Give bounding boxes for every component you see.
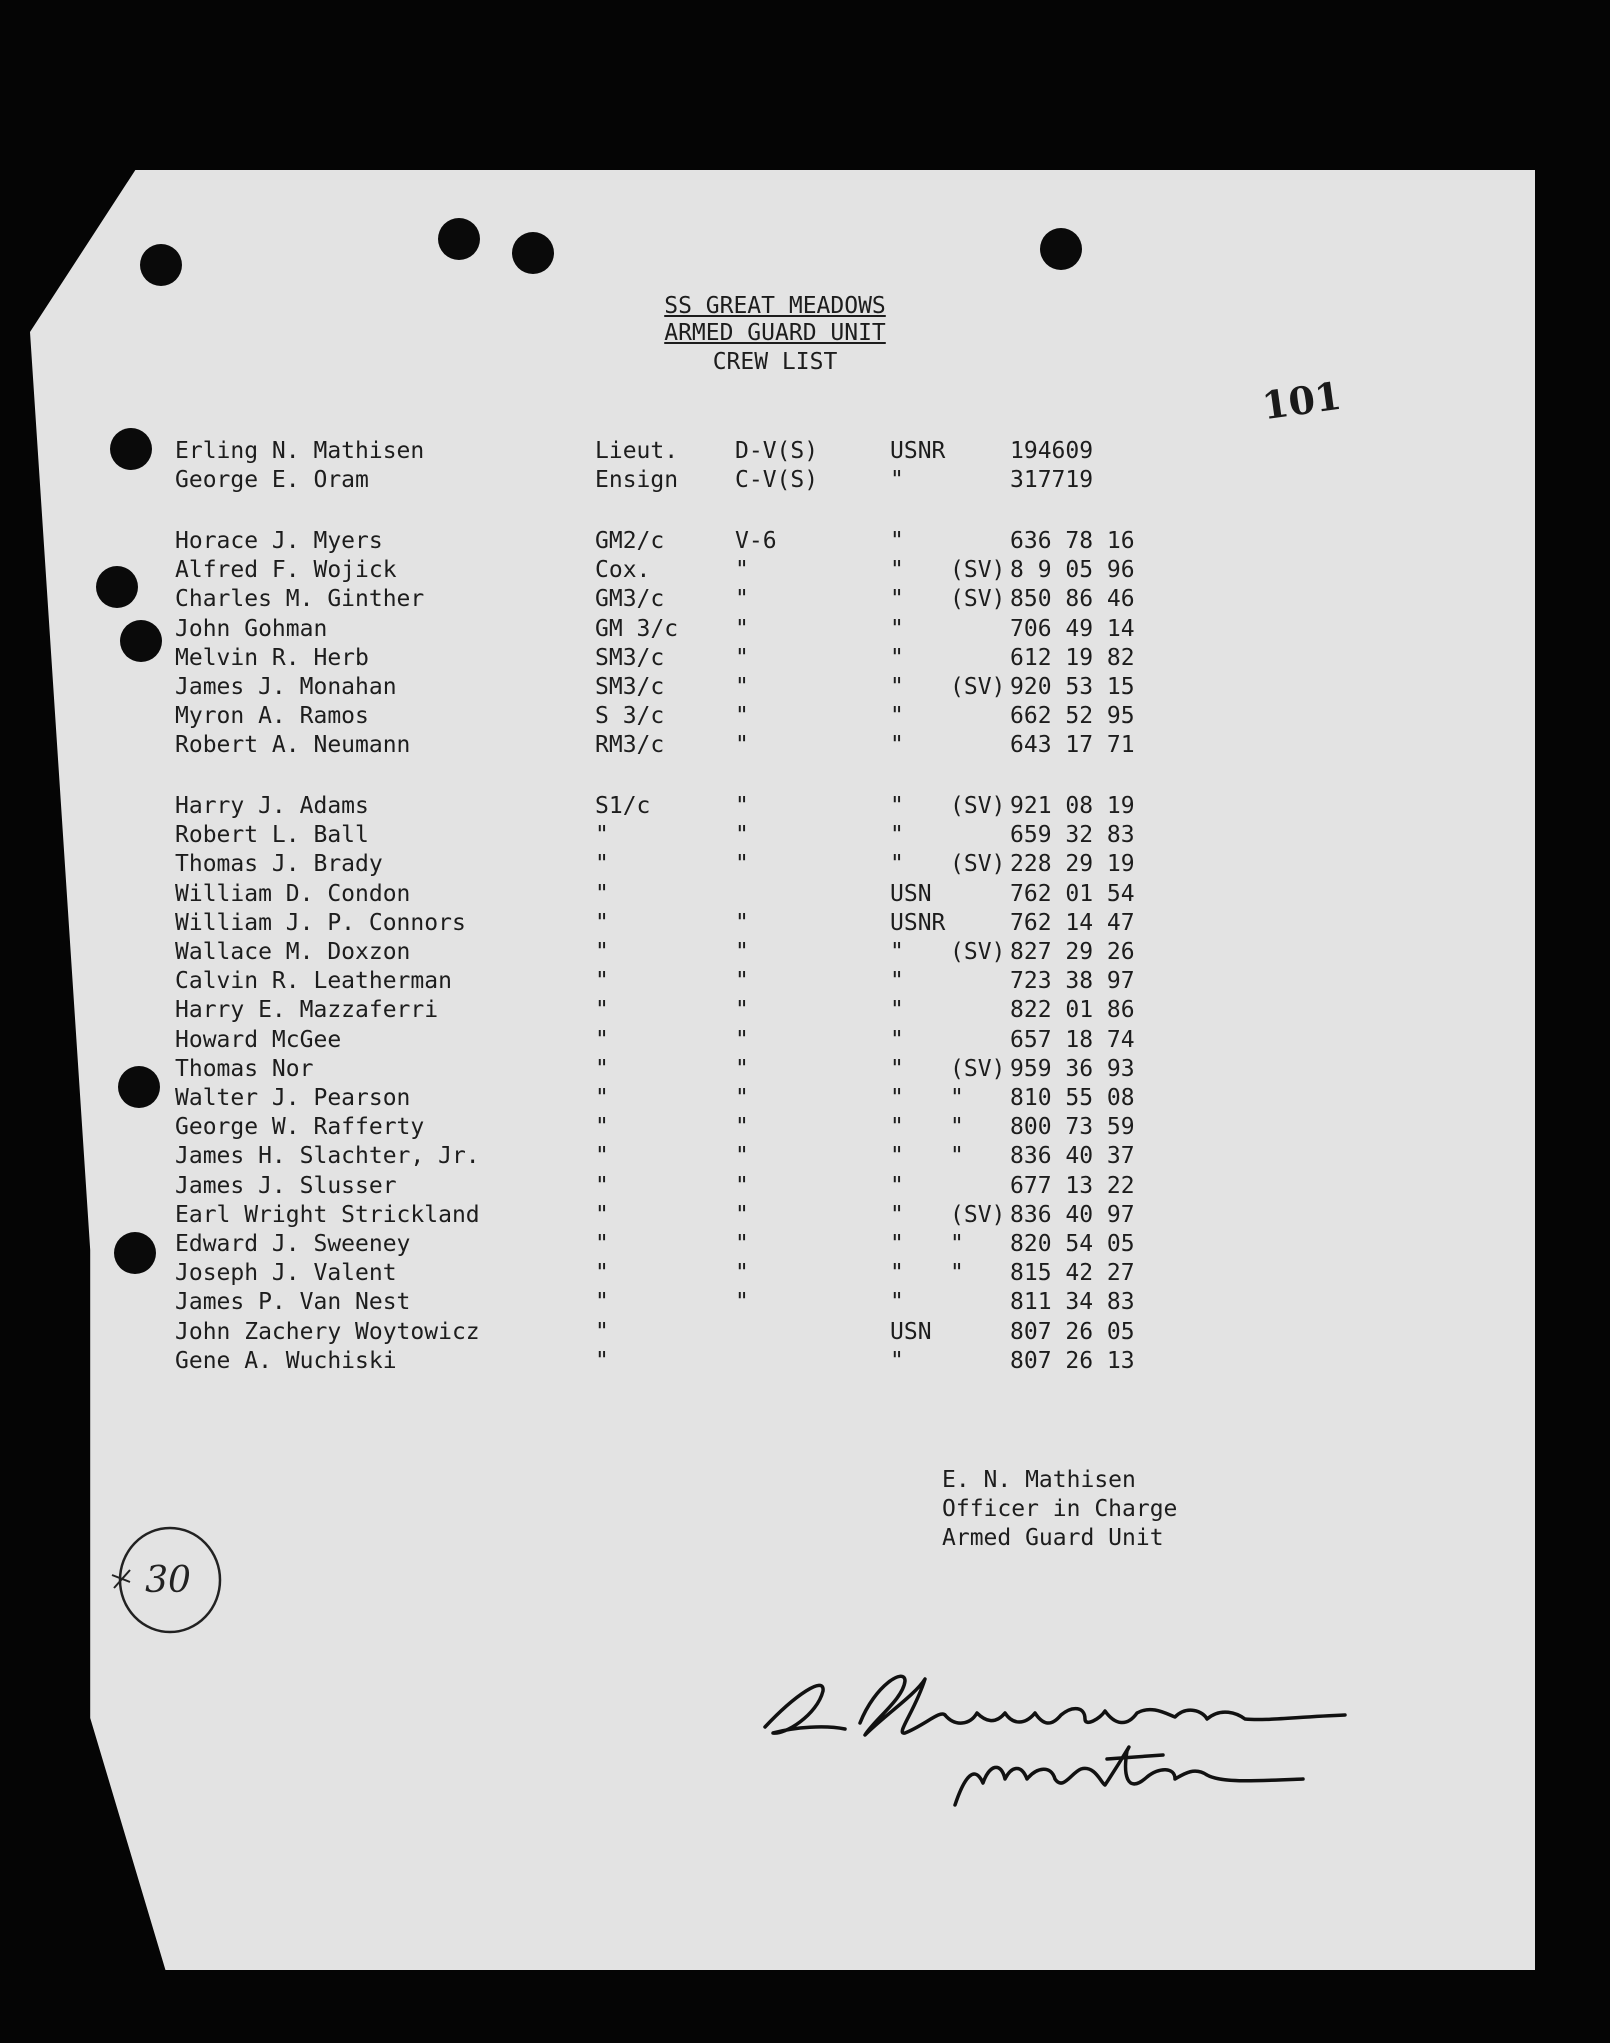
crew-rate: " (595, 1114, 609, 1141)
crew-rate: " (595, 997, 609, 1024)
crew-class: " (735, 1055, 749, 1082)
crew-name: Harry E. Mazzaferri (175, 997, 439, 1024)
crew-name: George E. Oram (175, 467, 369, 494)
crew-service-number: 762 14 47 (1010, 909, 1135, 936)
crew-name: Erling N. Mathisen (175, 438, 425, 464)
crew-row (0, 1027, 1610, 1056)
crew-row (0, 616, 1610, 645)
crew-name: Joseph J. Valent (175, 1260, 397, 1287)
crew-service-number: 810 55 08 (1010, 1085, 1135, 1111)
crew-service: " (890, 1289, 904, 1316)
crew-class: " (735, 1201, 749, 1228)
crew-sv: (SV) (950, 939, 1006, 965)
crew-service: " (890, 1347, 904, 1374)
crew-service-number: 643 17 71 (1010, 732, 1135, 759)
crew-service: " (890, 1143, 904, 1170)
crew-name: George W. Rafferty (175, 1114, 425, 1141)
crew-name: William D. Condon (175, 880, 411, 907)
crew-row (0, 528, 1610, 557)
crew-class: " (735, 586, 749, 613)
officer-title: Officer in Charge (942, 1496, 1178, 1522)
tally-count: 30 (145, 1560, 191, 1601)
crew-name: Myron A. Ramos (175, 703, 369, 730)
crew-name: Walter J. Pearson (175, 1085, 411, 1111)
page-number: 101 (1259, 372, 1345, 429)
crew-rate: RM3/c (595, 732, 665, 759)
crew-class: " (735, 615, 749, 642)
crew-row (0, 1173, 1610, 1202)
crew-row (0, 881, 1610, 910)
crew-service-number: 822 01 86 (1010, 997, 1135, 1024)
crew-rate: S 3/c (595, 703, 665, 730)
crew-service: " (890, 1201, 904, 1228)
crew-name: Robert L. Ball (175, 822, 369, 849)
crew-service-number: 194609 (1010, 438, 1094, 464)
crew-class: " (735, 909, 749, 936)
crew-row (0, 910, 1610, 939)
crew-class: " (735, 997, 749, 1024)
crew-rate: " (595, 1347, 609, 1374)
crew-service-number: 920 53 15 (1010, 674, 1135, 700)
crew-name: Calvin R. Leatherman (175, 968, 452, 995)
crew-row (0, 1231, 1610, 1260)
crew-name: Melvin R. Herb (175, 644, 369, 671)
crew-row (0, 822, 1610, 851)
crew-sv: (SV) (950, 674, 1006, 700)
crew-sv: (SV) (950, 1055, 1006, 1082)
crew-row (0, 793, 1610, 822)
crew-name: Earl Wright Strickland (175, 1201, 480, 1228)
crew-rate: GM2/c (595, 528, 665, 554)
crew-rate: GM3/c (595, 586, 665, 613)
crew-row (0, 968, 1610, 997)
crew-rate: Cox. (595, 557, 651, 584)
crew-sv: " (950, 1260, 964, 1287)
crew-rate: " (595, 968, 609, 995)
crew-row (0, 467, 1610, 496)
crew-service: USN (890, 880, 932, 907)
crew-class: " (735, 732, 749, 759)
crew-service: " (890, 732, 904, 759)
crew-service: " (890, 674, 904, 700)
crew-name: Thomas Nor (175, 1055, 314, 1082)
crew-row (0, 939, 1610, 968)
crew-class: " (735, 1026, 749, 1053)
crew-service: " (890, 1055, 904, 1082)
crew-service: " (890, 467, 904, 494)
crew-name: Charles M. Ginther (175, 586, 425, 613)
crew-service-number: 820 54 05 (1010, 1231, 1135, 1257)
crew-rate: " (595, 1289, 609, 1316)
crew-name: James P. Van Nest (175, 1289, 411, 1316)
crew-class: " (735, 644, 749, 671)
crew-class: " (735, 968, 749, 995)
crew-service-number: 317719 (1010, 467, 1094, 494)
crew-rate: Ensign (595, 467, 679, 494)
crew-class: " (735, 851, 749, 878)
crew-class: " (735, 1231, 749, 1257)
crew-service: " (890, 528, 904, 554)
crew-rate: S1/c (595, 793, 651, 819)
crew-service: " (890, 1172, 904, 1199)
crew-service: USNR (890, 438, 946, 464)
officer-name: E. N. Mathisen (942, 1467, 1136, 1493)
crew-service: " (890, 1026, 904, 1053)
crew-row (0, 1056, 1610, 1085)
crew-service-number: 850 86 46 (1010, 586, 1135, 613)
crew-rate: " (595, 1260, 609, 1287)
crew-sv: " (950, 1143, 964, 1170)
crew-sv: (SV) (950, 586, 1006, 613)
crew-name: Edward J. Sweeney (175, 1231, 411, 1257)
crew-class: " (735, 1085, 749, 1111)
crew-service-number: 921 08 19 (1010, 793, 1135, 819)
crew-rate: " (595, 1201, 609, 1228)
crew-service-number: 762 01 54 (1010, 880, 1135, 907)
crew-rate: " (595, 939, 609, 965)
crew-rate: SM3/c (595, 674, 665, 700)
crew-service-number: 800 73 59 (1010, 1114, 1135, 1141)
crew-service: " (890, 1114, 904, 1141)
crew-name: Alfred F. Wojick (175, 557, 397, 584)
crew-rate: " (595, 1143, 609, 1170)
crew-name: Thomas J. Brady (175, 851, 383, 878)
crew-row (0, 1085, 1610, 1114)
crew-row (0, 557, 1610, 586)
crew-service-number: 836 40 97 (1010, 1201, 1135, 1228)
crew-service-number: 662 52 95 (1010, 703, 1135, 730)
crew-service: " (890, 1085, 904, 1111)
crew-row (0, 1143, 1610, 1172)
crew-service: " (890, 997, 904, 1024)
tally-circle (110, 1520, 225, 1635)
crew-service-number: 677 13 22 (1010, 1172, 1135, 1199)
crew-name: John Gohman (175, 615, 328, 642)
crew-class: " (735, 1114, 749, 1141)
crew-service-number: 8 9 05 96 (1010, 557, 1135, 584)
crew-sv: " (950, 1114, 964, 1141)
crew-class: " (735, 793, 749, 819)
crew-service: " (890, 1231, 904, 1257)
crew-service-number: 959 36 93 (1010, 1055, 1135, 1082)
crew-rate: " (595, 851, 609, 878)
crew-service: " (890, 1260, 904, 1287)
crew-name: Harry J. Adams (175, 793, 369, 819)
crew-class: " (735, 703, 749, 730)
crew-row (0, 997, 1610, 1026)
crew-rate: GM 3/c (595, 615, 679, 642)
crew-class: " (735, 557, 749, 584)
crew-service-number: 807 26 13 (1010, 1347, 1135, 1374)
crew-rate: " (595, 1026, 609, 1053)
crew-name: Howard McGee (175, 1026, 342, 1053)
signature-block (942, 1466, 1177, 1553)
crew-class: " (735, 1143, 749, 1170)
crew-service-number: 811 34 83 (1010, 1289, 1135, 1316)
crew-row (0, 1319, 1610, 1348)
crew-name: James H. Slachter, Jr. (175, 1143, 480, 1170)
crew-rate: " (595, 1318, 609, 1345)
crew-name: Wallace M. Doxzon (175, 939, 411, 965)
crew-service: " (890, 644, 904, 671)
crew-rate: " (595, 822, 609, 849)
crew-service-number: 659 32 83 (1010, 822, 1135, 849)
crew-row (0, 586, 1610, 615)
crew-name: Gene A. Wuchiski (175, 1347, 397, 1374)
vessel-title: SS GREAT MEADOWS (664, 293, 886, 319)
crew-service: " (890, 822, 904, 849)
crew-rate: " (595, 1085, 609, 1111)
crew-row (0, 645, 1610, 674)
crew-row (0, 438, 1610, 467)
crew-name: James J. Slusser (175, 1172, 397, 1199)
crew-sv: (SV) (950, 557, 1006, 584)
crew-service-number: 657 18 74 (1010, 1026, 1135, 1053)
crew-name: John Zachery Woytowicz (175, 1318, 480, 1345)
crew-service-number: 228 29 19 (1010, 851, 1135, 878)
crew-rate: " (595, 880, 609, 907)
crew-rate: Lieut. (595, 438, 679, 464)
crew-row (0, 1260, 1610, 1289)
crew-row (0, 1348, 1610, 1377)
list-title: CREW LIST (712, 349, 838, 375)
crew-service-number: 706 49 14 (1010, 615, 1135, 642)
crew-row (0, 851, 1610, 880)
crew-rate: " (595, 909, 609, 936)
crew-service: " (890, 703, 904, 730)
crew-sv: (SV) (950, 1201, 1006, 1228)
crew-class: " (735, 939, 749, 965)
officer-unit: Armed Guard Unit (942, 1525, 1164, 1551)
crew-row (0, 1289, 1610, 1318)
crew-class: " (735, 674, 749, 700)
crew-service: " (890, 968, 904, 995)
crew-sv: (SV) (950, 851, 1006, 878)
crew-service: USN (890, 1318, 932, 1345)
crew-service: " (890, 557, 904, 584)
crew-rate: " (595, 1055, 609, 1082)
crew-class: " (735, 822, 749, 849)
crew-class: D-V(S) (735, 438, 819, 464)
crew-service: " (890, 586, 904, 613)
crew-row (0, 1202, 1610, 1231)
unit-title: ARMED GUARD UNIT (664, 320, 886, 346)
crew-service-number: 612 19 82 (1010, 644, 1135, 671)
crew-service: " (890, 851, 904, 878)
crew-name: Horace J. Myers (175, 528, 383, 554)
crew-service-number: 636 78 16 (1010, 528, 1135, 554)
crew-rate: " (595, 1231, 609, 1257)
crew-service-number: 807 26 05 (1010, 1318, 1135, 1345)
crew-class: C-V(S) (735, 467, 819, 494)
crew-service-number: 836 40 37 (1010, 1143, 1135, 1170)
crew-service-number: 827 29 26 (1010, 939, 1135, 965)
crew-row (0, 732, 1610, 761)
crew-name: James J. Monahan (175, 674, 397, 700)
crew-row (0, 1114, 1610, 1143)
crew-sv: " (950, 1231, 964, 1257)
crew-sv: " (950, 1085, 964, 1111)
crew-class: V-6 (735, 528, 777, 554)
crew-service: USNR (890, 909, 946, 936)
crew-name: William J. P. Connors (175, 909, 466, 936)
crew-row (0, 703, 1610, 732)
crew-service: " (890, 615, 904, 642)
master-signature (755, 1655, 1395, 1815)
crew-rate: SM3/c (595, 644, 665, 671)
crew-row (0, 674, 1610, 703)
crew-service-number: 815 42 27 (1010, 1260, 1135, 1287)
crew-service: " (890, 939, 904, 965)
crew-class: " (735, 1289, 749, 1316)
crew-rate: " (595, 1172, 609, 1199)
crew-sv: (SV) (950, 793, 1006, 819)
crew-name: Robert A. Neumann (175, 732, 411, 759)
crew-class: " (735, 1260, 749, 1287)
crew-service: " (890, 793, 904, 819)
crew-class: " (735, 1172, 749, 1199)
crew-service-number: 723 38 97 (1010, 968, 1135, 995)
